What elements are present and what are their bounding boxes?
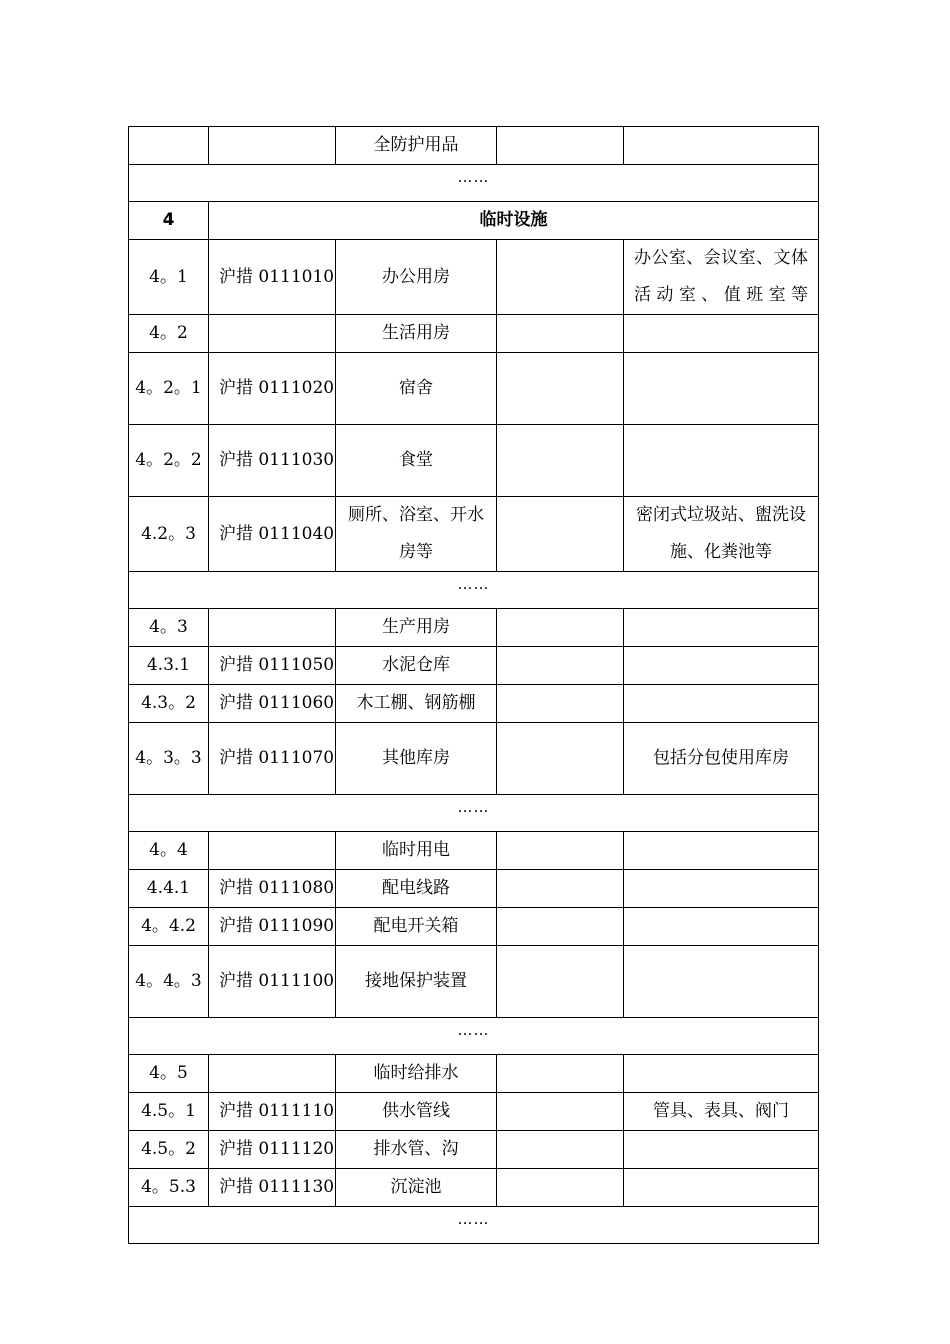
item-name: 木工棚、钢筋棚 bbox=[336, 685, 497, 723]
item-code: 沪措 0111080 bbox=[209, 870, 336, 908]
item-number: 4.5。2 bbox=[129, 1131, 209, 1169]
item-name: 临时用电 bbox=[336, 832, 497, 870]
ellipsis-cell: …… bbox=[129, 572, 819, 609]
ellipsis-row bbox=[129, 572, 819, 609]
item-code: 沪措 0111060 bbox=[209, 685, 336, 723]
item-note: 包括分包使用库房 bbox=[624, 723, 819, 795]
item-blank-cell bbox=[497, 1093, 624, 1131]
item-code bbox=[209, 609, 336, 647]
item-blank-cell bbox=[497, 127, 624, 165]
item-name: 供水管线 bbox=[336, 1093, 497, 1131]
item-code bbox=[209, 832, 336, 870]
item-name: 食堂 bbox=[336, 425, 497, 497]
item-note bbox=[624, 1055, 819, 1093]
section-row bbox=[129, 202, 819, 240]
item-code: 沪措 0111120 bbox=[209, 1131, 336, 1169]
item-note bbox=[624, 685, 819, 723]
item-number: 4。1 bbox=[129, 240, 209, 315]
table-row bbox=[129, 315, 819, 353]
table-row bbox=[129, 127, 819, 165]
item-code: 沪措 0111100 bbox=[209, 946, 336, 1018]
item-name: 接地保护装置 bbox=[336, 946, 497, 1018]
table-row bbox=[129, 723, 819, 795]
item-number: 4.2。3 bbox=[129, 497, 209, 572]
table-row bbox=[129, 240, 819, 315]
item-name: 厕所、浴室、开水房等 bbox=[336, 497, 497, 572]
item-number: 4.5。1 bbox=[129, 1093, 209, 1131]
item-number: 4。4.2 bbox=[129, 908, 209, 946]
item-number: 4。3。3 bbox=[129, 723, 209, 795]
item-code: 沪措 0111130 bbox=[209, 1169, 336, 1207]
item-name: 宿舍 bbox=[336, 353, 497, 425]
table-row bbox=[129, 1131, 819, 1169]
item-blank-cell bbox=[497, 240, 624, 315]
item-note: 办公室、会议室、文体活动室、值班室等 bbox=[624, 240, 819, 315]
item-blank-cell bbox=[497, 1169, 624, 1207]
item-name: 沉淀池 bbox=[336, 1169, 497, 1207]
item-blank-cell bbox=[497, 723, 624, 795]
ellipsis-row bbox=[129, 1018, 819, 1055]
table-body bbox=[129, 127, 819, 1244]
item-blank-cell bbox=[497, 425, 624, 497]
item-number: 4.3.1 bbox=[129, 647, 209, 685]
measures-table bbox=[128, 126, 819, 1244]
table-row bbox=[129, 1169, 819, 1207]
item-name: 办公用房 bbox=[336, 240, 497, 315]
item-name: 临时给排水 bbox=[336, 1055, 497, 1093]
section-number: 4 bbox=[129, 202, 209, 240]
item-name: 排水管、沟 bbox=[336, 1131, 497, 1169]
item-note: 密闭式垃圾站、盥洗设施、化粪池等 bbox=[624, 497, 819, 572]
table-row bbox=[129, 353, 819, 425]
item-blank-cell bbox=[497, 946, 624, 1018]
item-number: 4.4.1 bbox=[129, 870, 209, 908]
item-number: 4。3 bbox=[129, 609, 209, 647]
item-note bbox=[624, 425, 819, 497]
item-blank-cell bbox=[497, 353, 624, 425]
item-number: 4。4 bbox=[129, 832, 209, 870]
item-blank-cell bbox=[497, 1131, 624, 1169]
item-name: 水泥仓库 bbox=[336, 647, 497, 685]
item-code: 沪措 0111090 bbox=[209, 908, 336, 946]
item-name: 配电线路 bbox=[336, 870, 497, 908]
item-note bbox=[624, 647, 819, 685]
ellipsis-row bbox=[129, 795, 819, 832]
item-number: 4。5 bbox=[129, 1055, 209, 1093]
table-row bbox=[129, 832, 819, 870]
ellipsis-cell: …… bbox=[129, 795, 819, 832]
item-blank-cell bbox=[497, 609, 624, 647]
item-number: 4。2 bbox=[129, 315, 209, 353]
item-note bbox=[624, 870, 819, 908]
item-note bbox=[624, 127, 819, 165]
table-row bbox=[129, 870, 819, 908]
ellipsis-cell: …… bbox=[129, 1207, 819, 1244]
item-name: 生产用房 bbox=[336, 609, 497, 647]
item-note bbox=[624, 946, 819, 1018]
item-blank-cell bbox=[497, 685, 624, 723]
item-note bbox=[624, 1169, 819, 1207]
item-number: 4。2。1 bbox=[129, 353, 209, 425]
item-code: 沪措 0111040 bbox=[209, 497, 336, 572]
table-row bbox=[129, 497, 819, 572]
item-note bbox=[624, 315, 819, 353]
item-note bbox=[624, 353, 819, 425]
item-number: 4。2。2 bbox=[129, 425, 209, 497]
item-note bbox=[624, 832, 819, 870]
ellipsis-cell: …… bbox=[129, 1018, 819, 1055]
item-blank-cell bbox=[497, 315, 624, 353]
item-code bbox=[209, 315, 336, 353]
ellipsis-row bbox=[129, 165, 819, 202]
table-row bbox=[129, 1055, 819, 1093]
section-title: 临时设施 bbox=[209, 202, 819, 240]
item-code: 沪措 0111110 bbox=[209, 1093, 336, 1131]
item-name: 全防护用品 bbox=[336, 127, 497, 165]
table-row bbox=[129, 685, 819, 723]
item-note bbox=[624, 1131, 819, 1169]
item-blank-cell bbox=[497, 647, 624, 685]
item-number: 4.3。2 bbox=[129, 685, 209, 723]
item-blank-cell bbox=[497, 870, 624, 908]
item-blank-cell bbox=[497, 832, 624, 870]
item-number bbox=[129, 127, 209, 165]
item-blank-cell bbox=[497, 908, 624, 946]
item-number: 4。4。3 bbox=[129, 946, 209, 1018]
table-row bbox=[129, 609, 819, 647]
table-row bbox=[129, 425, 819, 497]
item-code: 沪措 0111010 bbox=[209, 240, 336, 315]
item-note bbox=[624, 908, 819, 946]
table-row bbox=[129, 908, 819, 946]
item-blank-cell bbox=[497, 1055, 624, 1093]
item-code: 沪措 0111070 bbox=[209, 723, 336, 795]
item-name: 生活用房 bbox=[336, 315, 497, 353]
item-name: 配电开关箱 bbox=[336, 908, 497, 946]
item-number: 4。5.3 bbox=[129, 1169, 209, 1207]
table-row bbox=[129, 946, 819, 1018]
item-code bbox=[209, 127, 336, 165]
ellipsis-row bbox=[129, 1207, 819, 1244]
table-row bbox=[129, 647, 819, 685]
item-code: 沪措 0111030 bbox=[209, 425, 336, 497]
item-code: 沪措 0111020 bbox=[209, 353, 336, 425]
item-code: 沪措 0111050 bbox=[209, 647, 336, 685]
item-blank-cell bbox=[497, 497, 624, 572]
item-name: 其他库房 bbox=[336, 723, 497, 795]
ellipsis-cell: …… bbox=[129, 165, 819, 202]
item-note bbox=[624, 609, 819, 647]
table-row bbox=[129, 1093, 819, 1131]
item-note: 管具、表具、阀门 bbox=[624, 1093, 819, 1131]
item-code bbox=[209, 1055, 336, 1093]
